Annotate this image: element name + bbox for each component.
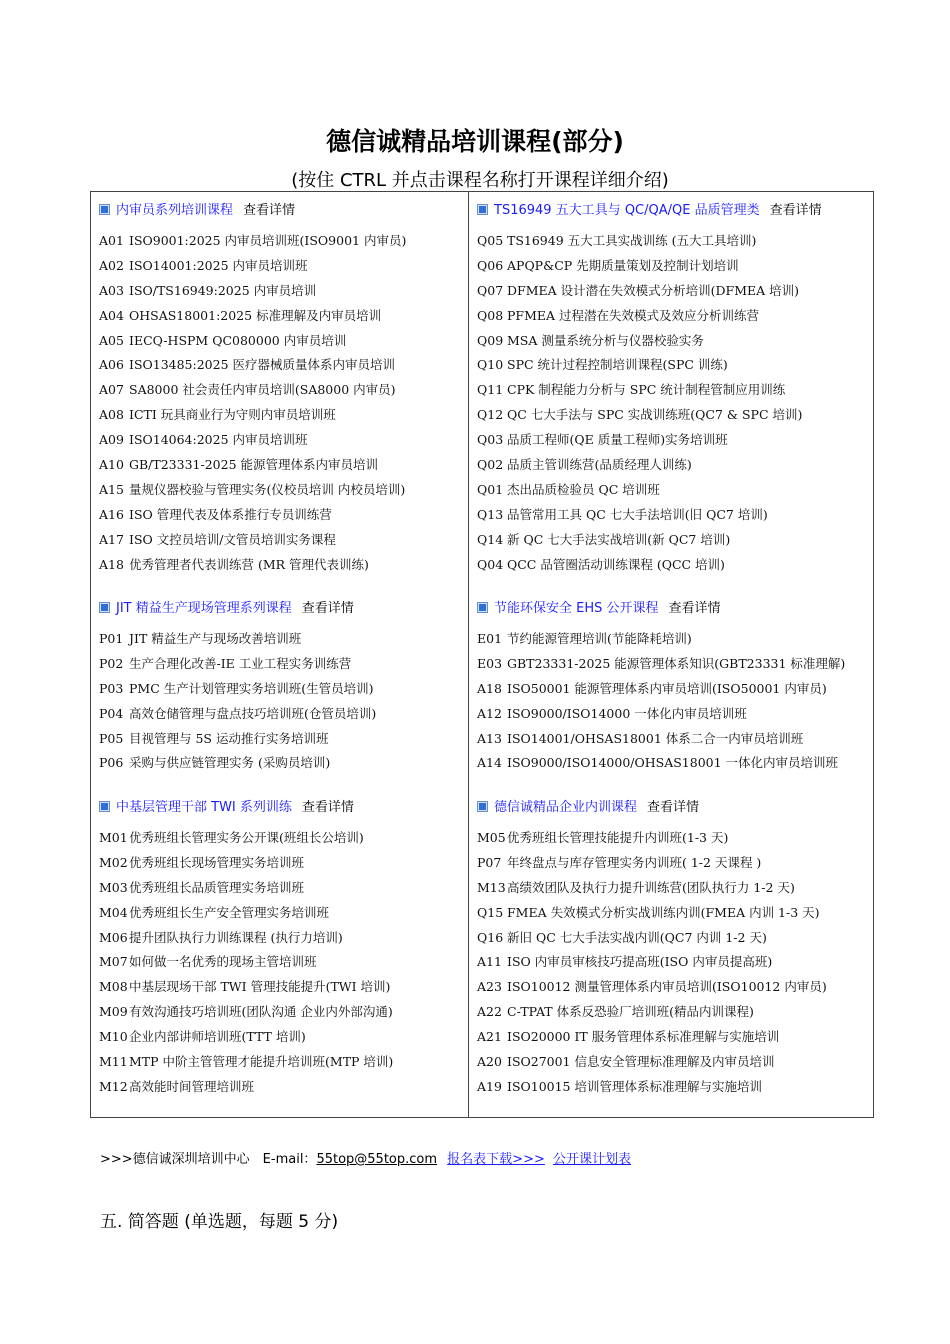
course-name: 节约能源管理培训(节能降耗培训): [507, 631, 692, 646]
course-item[interactable]: [99, 428, 464, 453]
course-code: A12: [477, 705, 502, 721]
view-details-link[interactable]: 查看详情: [243, 203, 296, 218]
course-code: Q11: [477, 382, 504, 398]
course-code: M06: [99, 929, 128, 945]
section-jit-lean: [99, 598, 464, 776]
course-code: A20: [477, 1054, 502, 1070]
course-item[interactable]: [477, 926, 872, 951]
section-quality-tools: [477, 200, 872, 577]
course-name: OHSAS18001:2025 标准理解及内审员培训: [129, 307, 382, 323]
registration-download-link[interactable]: 报名表下载>>>: [447, 1152, 545, 1167]
course-code: M02: [99, 854, 128, 870]
course-item[interactable]: [99, 975, 464, 1000]
bullet-square-icon: [99, 204, 110, 215]
course-code: E01: [477, 631, 503, 646]
course-code: A16: [99, 506, 124, 522]
course-item[interactable]: [477, 751, 872, 776]
course-name: GB/T23331-2025 能源管理体系内审员培训: [129, 457, 378, 473]
course-name: SPC 统计过程控制培训课程(SPC 训练): [507, 357, 728, 373]
course-item[interactable]: [99, 627, 464, 652]
course-name: QC 七大手法与 SPC 实战训练班(QC7 & SPC 培训): [507, 407, 803, 423]
course-name: IECQ-HSPM QC080000 内审员培训: [129, 332, 347, 348]
course-code: A13: [477, 730, 502, 746]
course-name: QCC 品管圈活动训练课程 (QCC 培训): [507, 556, 725, 572]
section-title-link[interactable]: 节能环保安全 EHS 公开课程: [494, 601, 659, 616]
email-link[interactable]: 55top@55top.com: [316, 1152, 438, 1167]
column-divider: [468, 192, 469, 1117]
course-item[interactable]: [99, 851, 464, 876]
course-name: ISO/TS16949:2025 内审员培训: [129, 282, 317, 298]
footer-contact: [100, 1148, 631, 1167]
course-code: P04: [99, 705, 124, 721]
course-name: ISO 管理代表及体系推行专员训练营: [129, 506, 332, 522]
section-internal-auditor: [99, 200, 464, 577]
course-code: Q13: [477, 506, 504, 522]
course-code: A05: [99, 332, 124, 348]
section-header: [99, 797, 464, 819]
course-item[interactable]: [477, 826, 872, 851]
course-name: 优秀管理者代表训练营 (MR 管理代表训练): [129, 556, 369, 572]
course-item[interactable]: [477, 1025, 872, 1050]
course-item[interactable]: [477, 677, 872, 702]
course-item[interactable]: [477, 876, 872, 901]
view-details-link[interactable]: 查看详情: [301, 601, 354, 616]
section-title-link[interactable]: JIT 精益生产现场管理系列课程: [116, 601, 292, 616]
course-name: ISO9000/ISO14000 一体化内审员培训班: [507, 705, 747, 721]
course-item[interactable]: [477, 950, 872, 975]
course-code: A21: [477, 1029, 502, 1045]
course-code: P07: [477, 854, 502, 870]
course-name: ISO50001 能源管理体系内审员培训(ISO50001 内审员): [507, 680, 827, 696]
course-code: A06: [99, 357, 124, 373]
course-code: P06: [99, 755, 124, 771]
section-header: [99, 598, 464, 620]
course-item[interactable]: [99, 1050, 464, 1075]
course-name: ISO13485:2025 医疗器械质量体系内审员培训: [129, 357, 396, 373]
course-name: 提升团队执行力训练课程 (执行力培训): [129, 929, 343, 945]
course-item[interactable]: [477, 353, 872, 378]
page-subtitle: (按住 CTRL 并点击课程名称打开课程详细介绍): [291, 170, 669, 191]
course-code: A18: [99, 556, 124, 572]
course-code: Q16: [477, 929, 504, 945]
course-item[interactable]: [477, 975, 872, 1000]
section-title-link[interactable]: 内审员系列培训课程: [116, 203, 234, 218]
course-code: P03: [99, 680, 124, 696]
course-code: M03: [99, 879, 128, 895]
course-item[interactable]: [477, 403, 872, 428]
course-name: 中基层现场干部 TWI 管理技能提升(TWI 培训): [129, 979, 391, 995]
course-code: Q02: [477, 457, 504, 473]
course-name: 品质工程师(QE 质量工程师)实务培训班: [507, 432, 728, 448]
course-item[interactable]: [477, 329, 872, 354]
course-item[interactable]: [99, 528, 464, 553]
course-item[interactable]: [99, 503, 464, 528]
course-item[interactable]: [99, 652, 464, 677]
course-list: [477, 826, 872, 1100]
course-name: 优秀班组长生产安全管理实务培训班: [129, 904, 330, 920]
bullet-square-icon: [477, 204, 488, 215]
course-item[interactable]: [99, 1000, 464, 1025]
course-name: 高绩效团队及执行力提升训练营(团队执行力 1-2 天): [507, 879, 795, 895]
course-name: TS16949 五大工具实战训练 (五大工具培训): [507, 233, 757, 248]
course-code: Q06: [477, 257, 504, 273]
course-code: P01: [99, 631, 124, 646]
course-code: A17: [99, 531, 124, 547]
course-name: ISO 文控员培训/文管员培训实务课程: [129, 531, 336, 547]
course-item[interactable]: [99, 403, 464, 428]
course-code: Q12: [477, 407, 504, 423]
course-item[interactable]: [477, 901, 872, 926]
course-name: 品质主管训练营(品质经理人训练): [507, 457, 692, 473]
course-code: Q05: [477, 233, 504, 248]
course-name: ISO10015 培训管理体系标准理解与实施培训: [507, 1078, 762, 1094]
course-item[interactable]: [477, 453, 872, 478]
course-name: 优秀班组长现场管理实务培训班: [129, 854, 305, 870]
course-name: CPK 制程能力分析与 SPC 统计制程管制应用训练: [507, 382, 786, 398]
course-name: ICTI 玩具商业行为守则内审员培训班: [129, 407, 336, 423]
course-name: ISO14001:2025 内审员培训班: [129, 257, 308, 273]
course-list: [477, 627, 872, 776]
course-item[interactable]: [99, 901, 464, 926]
course-name: 高效仓储管理与盘点技巧培训班(仓管员培训): [129, 705, 377, 721]
course-code: A14: [477, 755, 502, 771]
course-item[interactable]: [99, 1075, 464, 1100]
section-twi-management: [99, 797, 464, 1100]
course-code: M04: [99, 904, 128, 920]
course-name: ISO27001 信息安全管理标准理解及内审员培训: [507, 1054, 775, 1070]
course-code: A22: [477, 1004, 502, 1020]
course-name: ISO14001/OHSAS18001 体系二合一内审员培训班: [507, 730, 804, 746]
course-item[interactable]: [477, 503, 872, 528]
course-item[interactable]: [99, 950, 464, 975]
course-code: A15: [99, 481, 124, 497]
course-item[interactable]: [99, 727, 464, 752]
course-item[interactable]: [477, 851, 872, 876]
course-code: M12: [99, 1078, 128, 1094]
course-code: P05: [99, 730, 124, 746]
course-name: 企业内部讲师培训班(TTT 培训): [129, 1029, 306, 1045]
course-code: M07: [99, 954, 128, 970]
course-code: Q10: [477, 357, 504, 373]
view-details-link[interactable]: 查看详情: [668, 601, 721, 616]
course-code: A18: [477, 680, 502, 696]
course-item[interactable]: [477, 378, 872, 403]
course-code: M01: [99, 830, 128, 845]
course-name: 年终盘点与库存管理实务内训班( 1-2 天课程 ): [507, 854, 762, 870]
course-name: 量规仪器校验与管理实务(仪校员培训 内校员培训): [129, 481, 406, 497]
course-code: Q04: [477, 556, 504, 572]
course-code: M08: [99, 979, 128, 995]
course-code: A11: [477, 954, 502, 970]
course-item[interactable]: [477, 702, 872, 727]
course-name: 优秀班组长品质管理实务培训班: [129, 879, 305, 895]
course-name: SA8000 社会责任内审员培训(SA8000 内审员): [129, 382, 396, 398]
course-item[interactable]: [477, 528, 872, 553]
view-details-link[interactable]: 查看详情: [647, 800, 700, 815]
section-header: [477, 200, 872, 222]
course-item[interactable]: [477, 652, 872, 677]
course-name: 有效沟通技巧培训班(团队沟通 企业内外部沟通): [129, 1004, 393, 1020]
course-list: [99, 826, 464, 1100]
course-code: Q07: [477, 282, 504, 298]
course-name: ISO9001:2025 内审员培训班(ISO9001 内审员): [129, 233, 407, 248]
course-item[interactable]: [477, 279, 872, 304]
section-header: [99, 200, 464, 222]
course-item[interactable]: [99, 353, 464, 378]
course-item[interactable]: [99, 254, 464, 279]
course-item[interactable]: [99, 926, 464, 951]
course-list: [99, 627, 464, 776]
course-name: ISO14064:2025 内审员培训班: [129, 432, 308, 448]
course-name: MTP 中阶主管管理才能提升培训班(MTP 培训): [129, 1054, 394, 1070]
course-item[interactable]: [99, 279, 464, 304]
course-code: A01: [99, 233, 124, 248]
course-code: E03: [477, 655, 503, 671]
course-code: A23: [477, 979, 502, 995]
course-code: A10: [99, 457, 124, 473]
course-name: 高效能时间管理培训班: [129, 1078, 255, 1094]
course-name: 优秀班组长管理实务公开课(班组长公培训): [129, 830, 364, 845]
course-code: Q15: [477, 904, 504, 920]
course-name: APQP&CP 先期质量策划及控制计划培训: [507, 257, 739, 273]
section-header: [477, 797, 872, 819]
course-item[interactable]: [477, 229, 872, 254]
course-code: A04: [99, 307, 124, 323]
course-item[interactable]: [99, 378, 464, 403]
course-code: M05: [477, 830, 506, 845]
course-name: 优秀班组长管理技能提升内训班(1-3 天): [507, 830, 729, 845]
course-code: M10: [99, 1029, 128, 1045]
course-code: A03: [99, 282, 124, 298]
view-details-link[interactable]: 查看详情: [769, 203, 822, 218]
course-schedule-link[interactable]: 公开课计划表: [553, 1152, 632, 1167]
bullet-square-icon: [99, 602, 110, 613]
course-code: Q14: [477, 531, 504, 547]
course-name: 新旧 QC 七大手法实战内训(QC7 内训 1-2 天): [507, 929, 767, 945]
course-name: PFMEA 过程潜在失效模式及效应分析训练营: [507, 307, 760, 323]
course-item[interactable]: [99, 453, 464, 478]
section-header: [477, 598, 872, 620]
bullet-square-icon: [477, 801, 488, 812]
course-code: Q03: [477, 432, 504, 448]
course-name: 采购与供应链管理实务 (采购员培训): [129, 755, 331, 771]
course-item[interactable]: [477, 304, 872, 329]
course-name: 杰出品质检验员 QC 培训班: [507, 481, 660, 497]
course-code: A08: [99, 407, 124, 423]
course-name: 生产合理化改善-IE 工业工程实务训练营: [129, 655, 352, 671]
course-item[interactable]: [477, 1050, 872, 1075]
course-name: PMC 生产计划管理实务培训班(生管员培训): [129, 680, 374, 696]
course-code: M11: [99, 1054, 128, 1070]
course-name: GBT23331-2025 能源管理体系知识(GBT23331 标准理解): [507, 655, 846, 671]
view-details-link[interactable]: 查看详情: [301, 800, 354, 815]
course-code: P02: [99, 655, 124, 671]
course-item[interactable]: [99, 677, 464, 702]
course-name: FMEA 失效模式分析实战训练内训(FMEA 内训 1-3 天): [507, 904, 820, 920]
course-code: Q08: [477, 307, 504, 323]
course-item[interactable]: [477, 254, 872, 279]
section-ehs: [477, 598, 872, 776]
course-code: M09: [99, 1004, 128, 1020]
course-item[interactable]: [99, 702, 464, 727]
course-name: ISO10012 测量管理体系内审员培训(ISO10012 内审员): [507, 979, 827, 995]
course-item[interactable]: [477, 1075, 872, 1100]
question-heading: 五. 简答题 (单选题，每题 5 分): [100, 1212, 339, 1232]
course-item[interactable]: [99, 826, 464, 851]
course-name: DFMEA 设计潜在失效模式分析培训(DFMEA 培训): [507, 282, 799, 298]
course-item[interactable]: [99, 751, 464, 776]
course-item[interactable]: [99, 329, 464, 354]
course-name: 品管常用工具 QC 七大手法培训(旧 QC7 培训): [507, 506, 768, 522]
course-name: ISO 内审员审核技巧提高班(ISO 内审员提高班): [507, 954, 773, 970]
course-code: M13: [477, 879, 506, 895]
course-item[interactable]: [477, 627, 872, 652]
course-list: [477, 229, 872, 577]
course-code: Q01: [477, 481, 504, 497]
page-title: 德信诚精品培训课程(部分): [326, 127, 624, 156]
course-item[interactable]: [99, 876, 464, 901]
course-item[interactable]: [99, 1025, 464, 1050]
course-item[interactable]: [477, 553, 872, 578]
bullet-square-icon: [99, 801, 110, 812]
course-code: A07: [99, 382, 124, 398]
course-name: ISO20000 IT 服务管理体系标准理解与实施培训: [507, 1029, 780, 1045]
course-name: C-TPAT 体系反恐验厂培训班(精品内训课程): [507, 1004, 754, 1020]
course-code: A02: [99, 257, 124, 273]
course-name: 目视管理与 5S 运动推行实务培训班: [129, 730, 329, 746]
course-name: JIT 精益生产与现场改善培训班: [129, 631, 302, 646]
footer-prefix: >>>德信诚深圳培训中心 E-mail：: [100, 1152, 317, 1167]
course-name: MSA 测量系统分析与仪器校验实务: [507, 332, 704, 348]
section-title-link[interactable]: TS16949 五大工具与 QC/QA/QE 品质管理类: [494, 203, 760, 218]
course-code: Q09: [477, 332, 504, 348]
bullet-square-icon: [477, 602, 488, 613]
course-item[interactable]: [99, 229, 464, 254]
course-name: ISO9000/ISO14000/OHSAS18001 一体化内审员培训班: [507, 755, 839, 771]
course-list: [99, 229, 464, 577]
course-item[interactable]: [99, 478, 464, 503]
course-item[interactable]: [477, 727, 872, 752]
course-code: A19: [477, 1078, 502, 1094]
course-item[interactable]: [477, 428, 872, 453]
course-item[interactable]: [99, 553, 464, 578]
course-name: 新 QC 七大手法实战培训(新 QC7 培训): [507, 531, 731, 547]
course-item[interactable]: [99, 304, 464, 329]
section-title-link[interactable]: 中基层管理干部 TWI 系列训练: [116, 800, 292, 815]
course-grid: [90, 191, 874, 1118]
course-name: 如何做一名优秀的现场主管培训班: [129, 954, 317, 970]
course-item[interactable]: [477, 1000, 872, 1025]
section-inhouse-training: [477, 797, 872, 1100]
course-item[interactable]: [477, 478, 872, 503]
section-title-link[interactable]: 德信诚精品企业内训课程: [494, 800, 638, 815]
course-code: A09: [99, 432, 124, 448]
